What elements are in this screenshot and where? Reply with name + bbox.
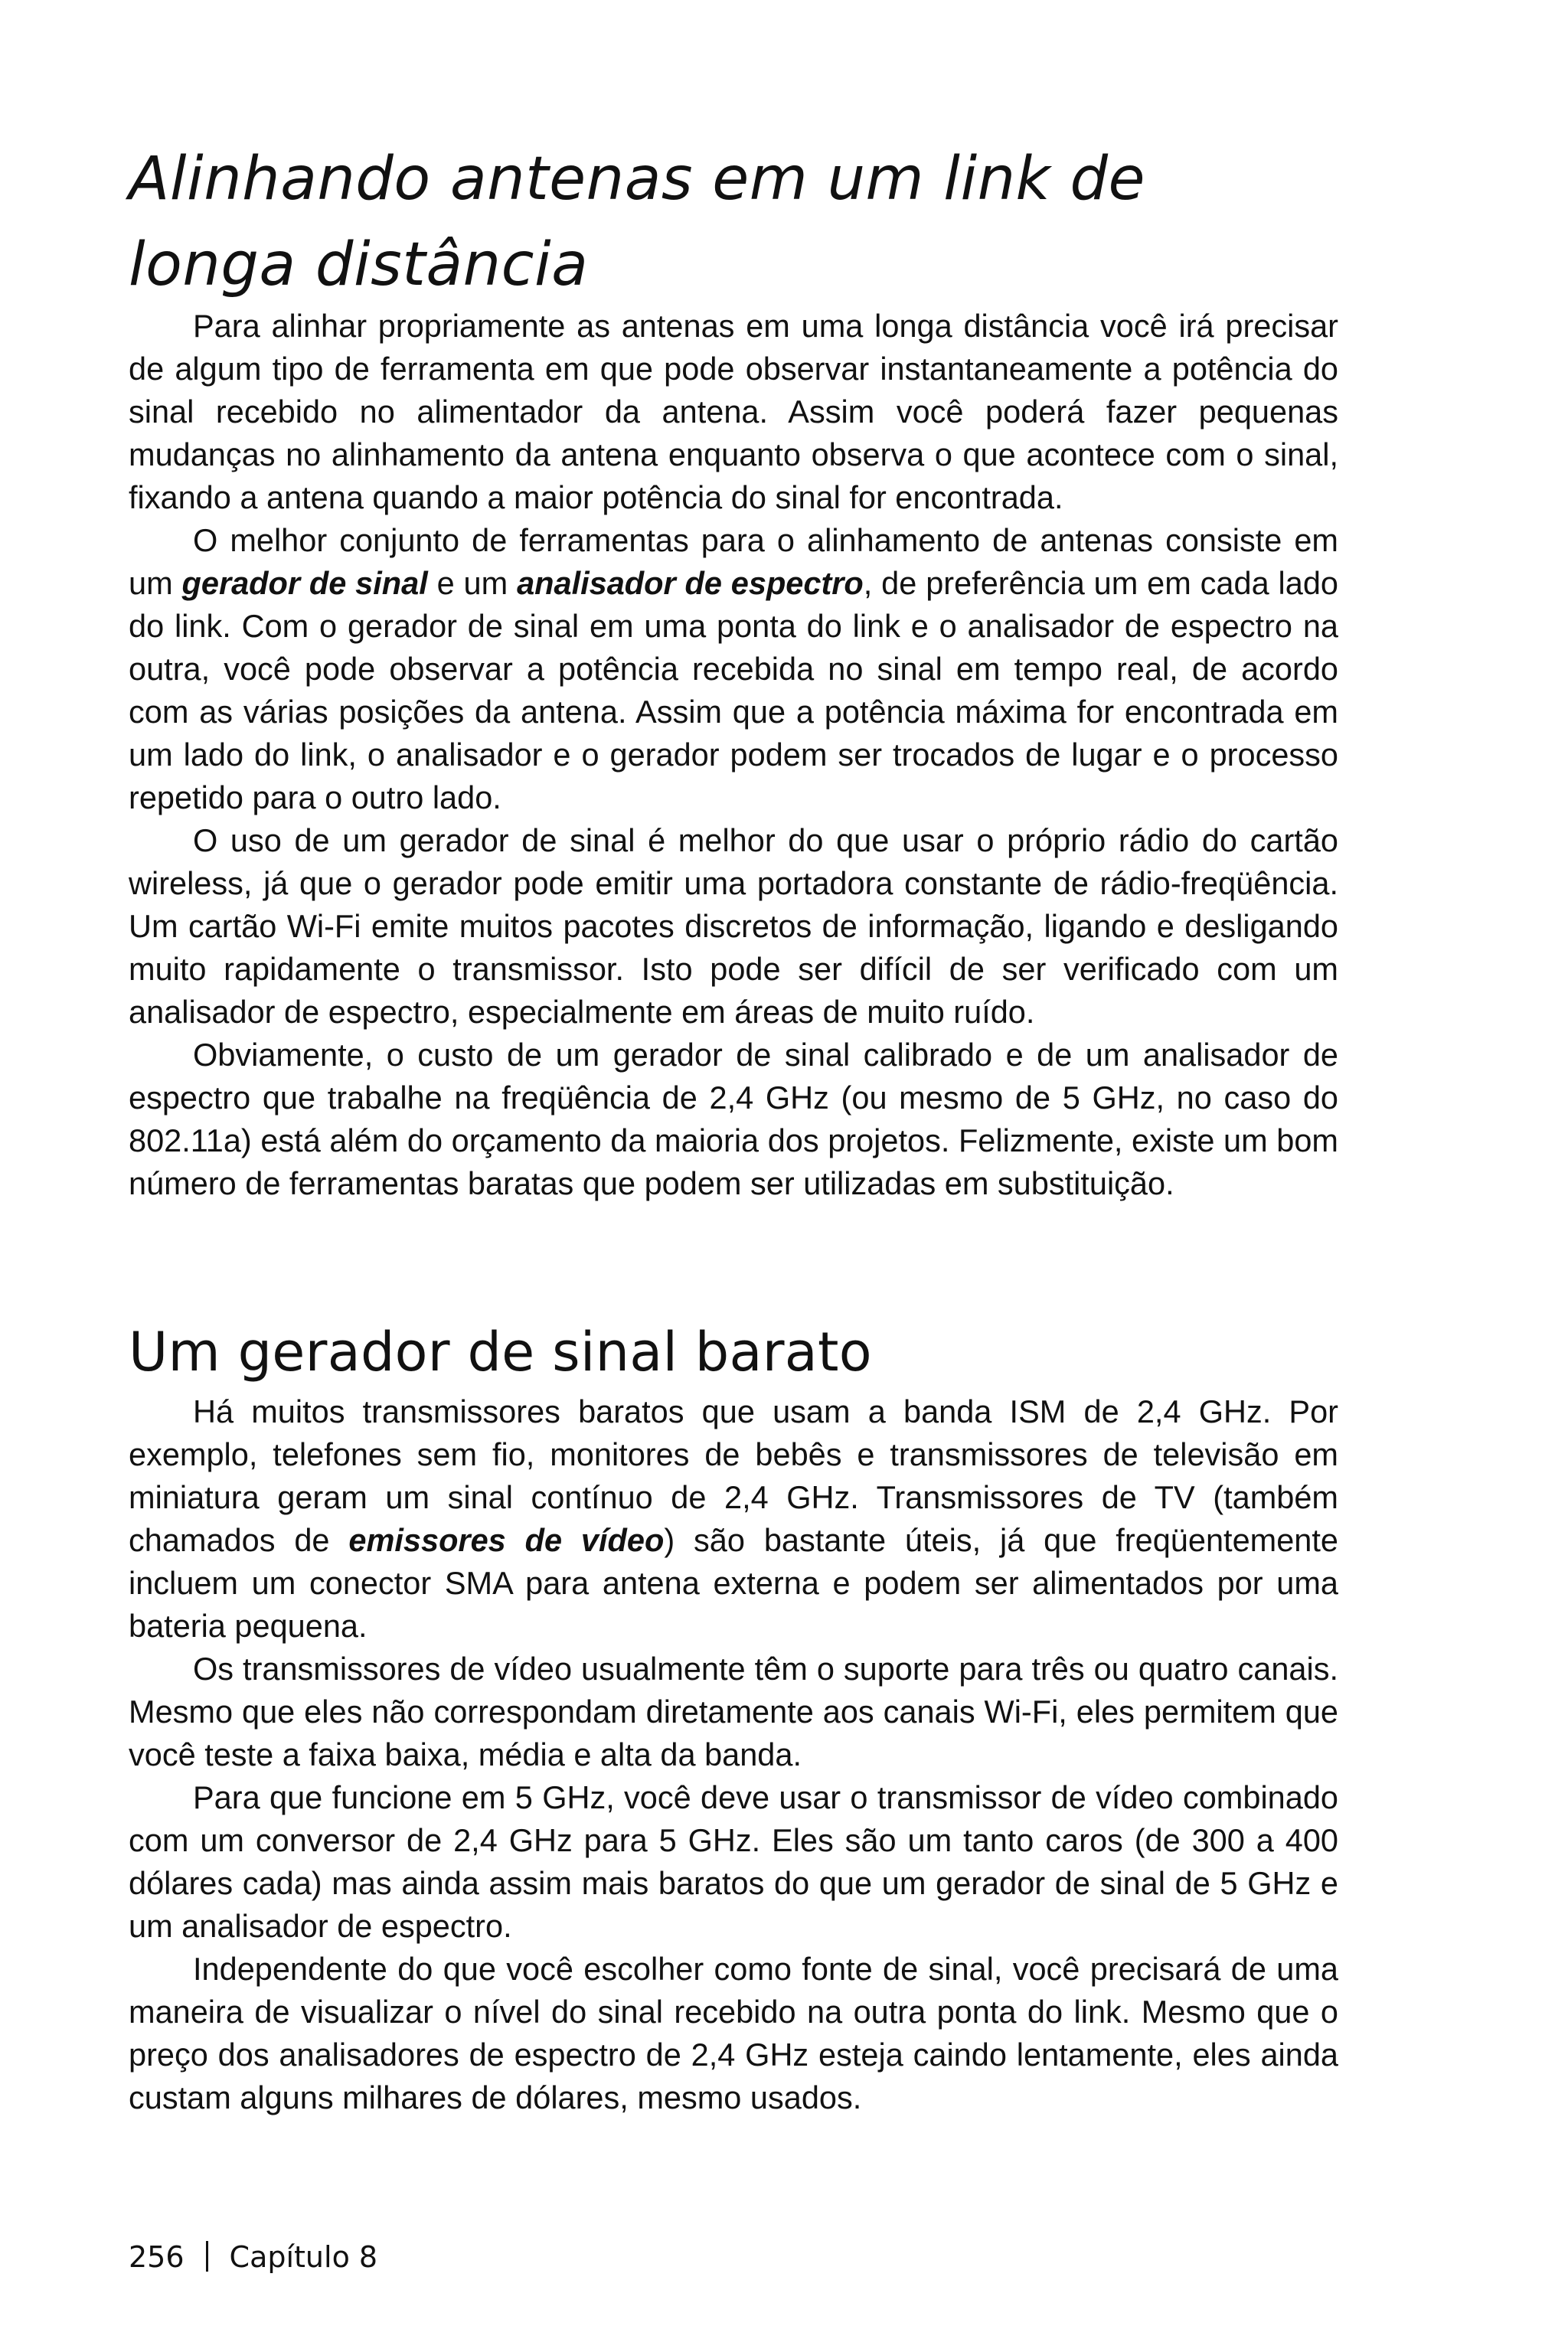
- section-heading-line-1: Alinhando antenas em um link de: [129, 145, 1146, 214]
- paragraph: [129, 519, 1338, 819]
- paragraph: Os transmissores de vídeo usualmente têm o suporte para três ou quatro canais. Mesmo que eles não correspondam diretamente aos canais Wi-Fi, eles permitem que você teste a faixa baixa, média e alta da banda.: [129, 1651, 1338, 1772]
- emphasized-term: emissores de vídeo: [348, 1522, 665, 1558]
- footer-divider: [206, 2241, 208, 2272]
- section-heading-alinhando-antenas: [129, 136, 1430, 308]
- section-heading-gerador-barato: Um gerador de sinal barato: [129, 1321, 872, 1383]
- emphasized-term: analisador de espectro: [517, 565, 864, 601]
- paragraph: Independente do que você escolher como fonte de sinal, você precisará de uma maneira de visualizar o nível do sinal recebido na outra ponta do link. Mesmo que o preço dos analisadores de espectro de 2,4 GHz esteja caindo lentamente, eles ainda custam alguns milhares de dólares, mesmo usados.: [129, 1951, 1338, 2115]
- chapter-label: Capítulo 8: [229, 2240, 378, 2274]
- section-heading-line-2: longa distância: [129, 230, 589, 299]
- page-number: 256: [129, 2240, 185, 2274]
- paragraph-text: e um: [427, 565, 518, 601]
- section-1-body: [129, 305, 1338, 1205]
- section-2-body: [129, 1390, 1338, 2119]
- emphasized-term: gerador de sinal: [181, 565, 428, 601]
- paragraph: Para alinhar propriamente as antenas em uma longa distância você irá precisar de algum tipo de ferramenta em que pode observar instantaneamente a potência do sinal recebido no alimentador da antena. Assim você poderá fazer pequenas mudanças no alinhamento da antena enquanto observa o que acontece com o sinal, fixando a antena quando a maior potência do sinal for encontrada.: [129, 308, 1338, 515]
- paragraph: O uso de um gerador de sinal é melhor do que usar o próprio rádio do cartão wireless, já que o gerador pode emitir uma portadora constante de rádio-freqüência. Um cartão Wi-Fi emite muitos pacotes discretos de informação, ligando e desligando muito rapidamente o transmissor. Isto pode ser difícil de ser verificado com um analisador de espectro, especialmente em áreas de muito ruído.: [129, 822, 1338, 1030]
- paragraph-text: O melhor conjunto de ferramentas para o alinhamento de antenas consiste em um: [129, 522, 1338, 601]
- paragraph: Para que funcione em 5 GHz, você deve usar o transmissor de vídeo combinado com um conversor de 2,4 GHz para 5 GHz. Eles são um tanto caros (de 300 a 400 dólares cada) mas ainda assim mais baratos do que um gerador de sinal de 5 GHz e um analisador de espectro.: [129, 1779, 1338, 1944]
- paragraph-text: , de preferência um em cada lado do link. Com o gerador de sinal em uma ponta do link e o analisador de espectro na outra, você pode observar a potência recebida no sinal em tempo real, de acordo com as várias posições da antena. Assim que a potência máxima for encontrada em um lado do link, o analisador e o gerador podem ser trocados de lugar e o processo repetido para o outro lado.: [129, 565, 1338, 815]
- paragraph-text: ) são bastante úteis, já que freqüentemente incluem um conector SMA para antena externa e podem ser alimentados por uma bateria pequena.: [129, 1522, 1338, 1644]
- paragraph: Obviamente, o custo de um gerador de sinal calibrado e de um analisador de espectro que trabalhe na freqüência de 2,4 GHz (ou mesmo de 5 GHz, no caso do 802.11a) está além do orçamento da maioria dos projetos. Felizmente, existe um bom número de ferramentas baratas que podem ser utilizadas em substituição.: [129, 1037, 1338, 1201]
- paragraph: [129, 1390, 1338, 1648]
- page-footer: [129, 2236, 377, 2278]
- paragraph-text: Há muitos transmissores baratos que usam a banda ISM de 2,4 GHz. Por exemplo, telefones sem fio, monitores de bebês e transmissores de televisão em miniatura geram um sinal contínuo de 2,4 GHz. Transmissores de TV (também chamados de: [129, 1393, 1338, 1558]
